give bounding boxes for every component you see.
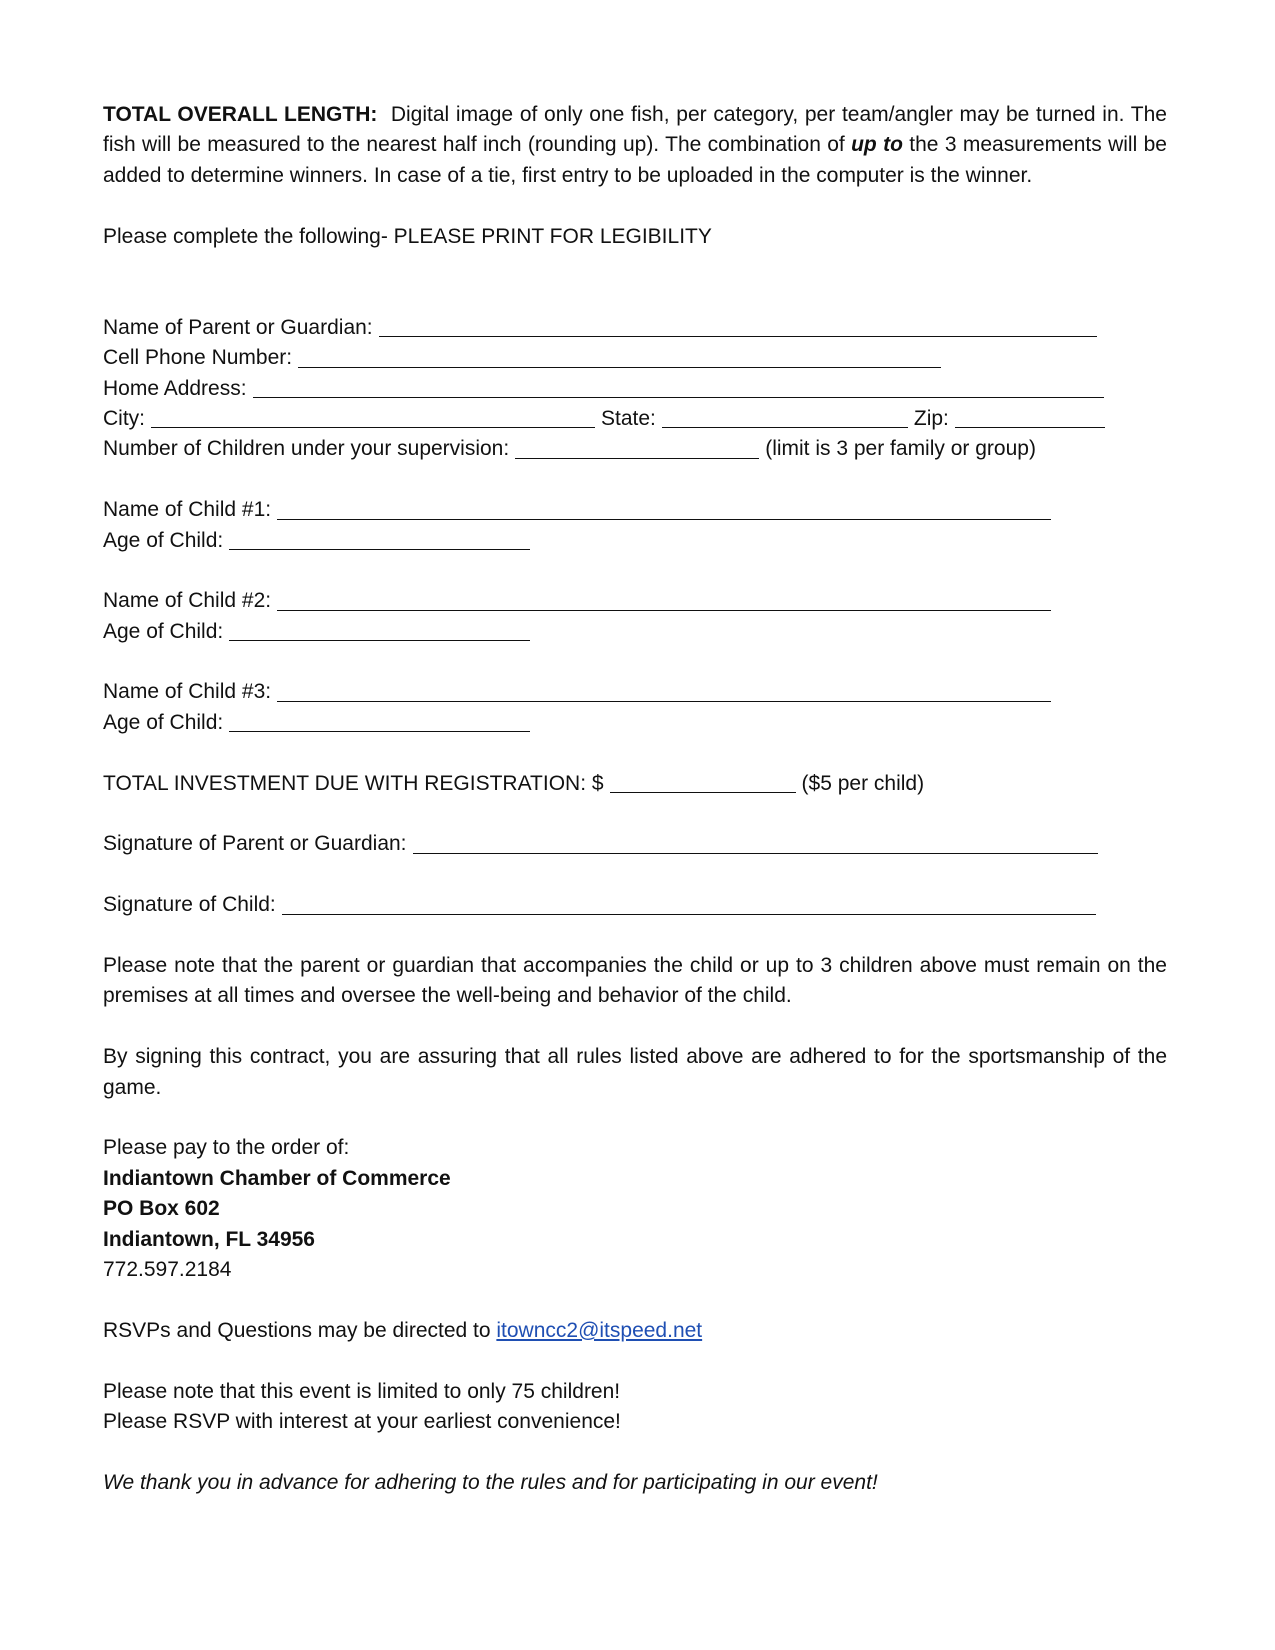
- child1-name-label: Name of Child #1:: [103, 498, 272, 522]
- child2-name-row: [103, 586, 1167, 616]
- num-children-input[interactable]: [515, 457, 759, 459]
- child2-name-label: Name of Child #2:: [103, 589, 272, 613]
- intro-heading: TOTAL OVERALL LENGTH:: [103, 103, 378, 126]
- child3-name-label: Name of Child #3:: [103, 680, 272, 704]
- child2-name-input[interactable]: [277, 609, 1051, 611]
- parent-signature-label: Signature of Parent or Guardian:: [103, 832, 407, 856]
- home-address-row: [103, 374, 1167, 404]
- num-children-note: (limit is 3 per family or group): [765, 437, 1036, 461]
- city-input[interactable]: [151, 426, 595, 428]
- payment-org: Indiantown Chamber of Commerce: [103, 1166, 451, 1190]
- num-children-row: [103, 434, 1167, 464]
- total-investment-label: TOTAL INVESTMENT DUE WITH REGISTRATION: $: [103, 771, 604, 795]
- home-address-label: Home Address:: [103, 376, 247, 400]
- payment-phone: 772.597.2184: [103, 1257, 232, 1281]
- zip-input[interactable]: [955, 426, 1105, 428]
- contract-note: By signing this contract, you are assuring that all rules listed above are adhered to for the sportsmanship of the game.: [103, 1045, 1167, 1099]
- child-signature-input[interactable]: [282, 913, 1096, 915]
- parent-name-label: Name of Parent or Guardian:: [103, 315, 373, 339]
- payment-city: Indiantown, FL 34956: [103, 1227, 315, 1251]
- intro-paragraph: [103, 100, 1167, 191]
- total-investment-input[interactable]: [610, 791, 796, 793]
- rsvp-email-link[interactable]: itowncc2@itspeed.net: [496, 1318, 703, 1342]
- child3-age-row: [103, 708, 1167, 738]
- child1-age-label: Age of Child:: [103, 528, 224, 552]
- limit-note: Please note that this event is limited to only 75 children!: [103, 1379, 621, 1403]
- cell-phone-label: Cell Phone Number:: [103, 346, 293, 370]
- parent-name-row: [103, 313, 1167, 343]
- home-address-input[interactable]: [253, 396, 1104, 398]
- state-label: State:: [601, 406, 656, 430]
- child1-name-input[interactable]: [277, 518, 1051, 520]
- num-children-label: Number of Children under your supervision:: [103, 437, 510, 461]
- city-state-zip-row: [103, 404, 1167, 434]
- intro-text-1: Digital image of only one fish, per category, per team/angler may be turned in. The fish will be measured to the nearest half inch (rounding up). The combination of: [103, 103, 1167, 157]
- child1-age-input[interactable]: [229, 548, 530, 550]
- child1-age-row: [103, 526, 1167, 556]
- cell-phone-input[interactable]: [298, 366, 941, 368]
- child3-name-row: [103, 677, 1167, 707]
- child2-age-label: Age of Child:: [103, 619, 224, 643]
- thanks-note: We thank you in advance for adhering to the rules and for participating in our event!: [103, 1470, 878, 1494]
- child3-age-input[interactable]: [229, 730, 530, 732]
- child2-age-input[interactable]: [229, 639, 530, 641]
- rsvp-line: [103, 1316, 1167, 1346]
- intro-text-2: the 3 measurements will be added to determine winners. In case of a tie, first entry to be uploaded in the computer is the winner.: [103, 133, 1167, 187]
- child-signature-label: Signature of Child:: [103, 893, 276, 917]
- intro-emphasis: up to: [851, 133, 903, 157]
- total-investment-note: ($5 per child): [801, 771, 925, 795]
- instruction-text: Please complete the following- PLEASE PRINT FOR LEGIBILITY: [103, 224, 712, 248]
- parent-name-input[interactable]: [379, 335, 1097, 337]
- payment-label: Please pay to the order of:: [103, 1136, 350, 1160]
- child1-name-row: [103, 495, 1167, 525]
- rsvp-note: Please RSVP with interest at your earliest convenience!: [103, 1409, 621, 1433]
- rsvp-text: RSVPs and Questions may be directed to: [103, 1318, 497, 1342]
- zip-label: Zip:: [913, 406, 949, 430]
- cell-phone-row: [103, 343, 1167, 373]
- child-signature-row: [103, 890, 1167, 920]
- state-input[interactable]: [662, 426, 908, 428]
- child3-age-label: Age of Child:: [103, 710, 224, 734]
- parent-signature-input[interactable]: [413, 852, 1098, 854]
- payment-box: PO Box 602: [103, 1197, 220, 1221]
- total-investment-row: [103, 769, 1167, 799]
- city-label: City:: [103, 406, 145, 430]
- child3-name-input[interactable]: [277, 700, 1051, 702]
- parent-signature-row: [103, 829, 1167, 859]
- child2-age-row: [103, 617, 1167, 647]
- parent-note: Please note that the parent or guardian that accompanies the child or up to 3 children above must remain on the premises at all times and oversee the well-being and behavior of the child.: [103, 954, 1167, 1008]
